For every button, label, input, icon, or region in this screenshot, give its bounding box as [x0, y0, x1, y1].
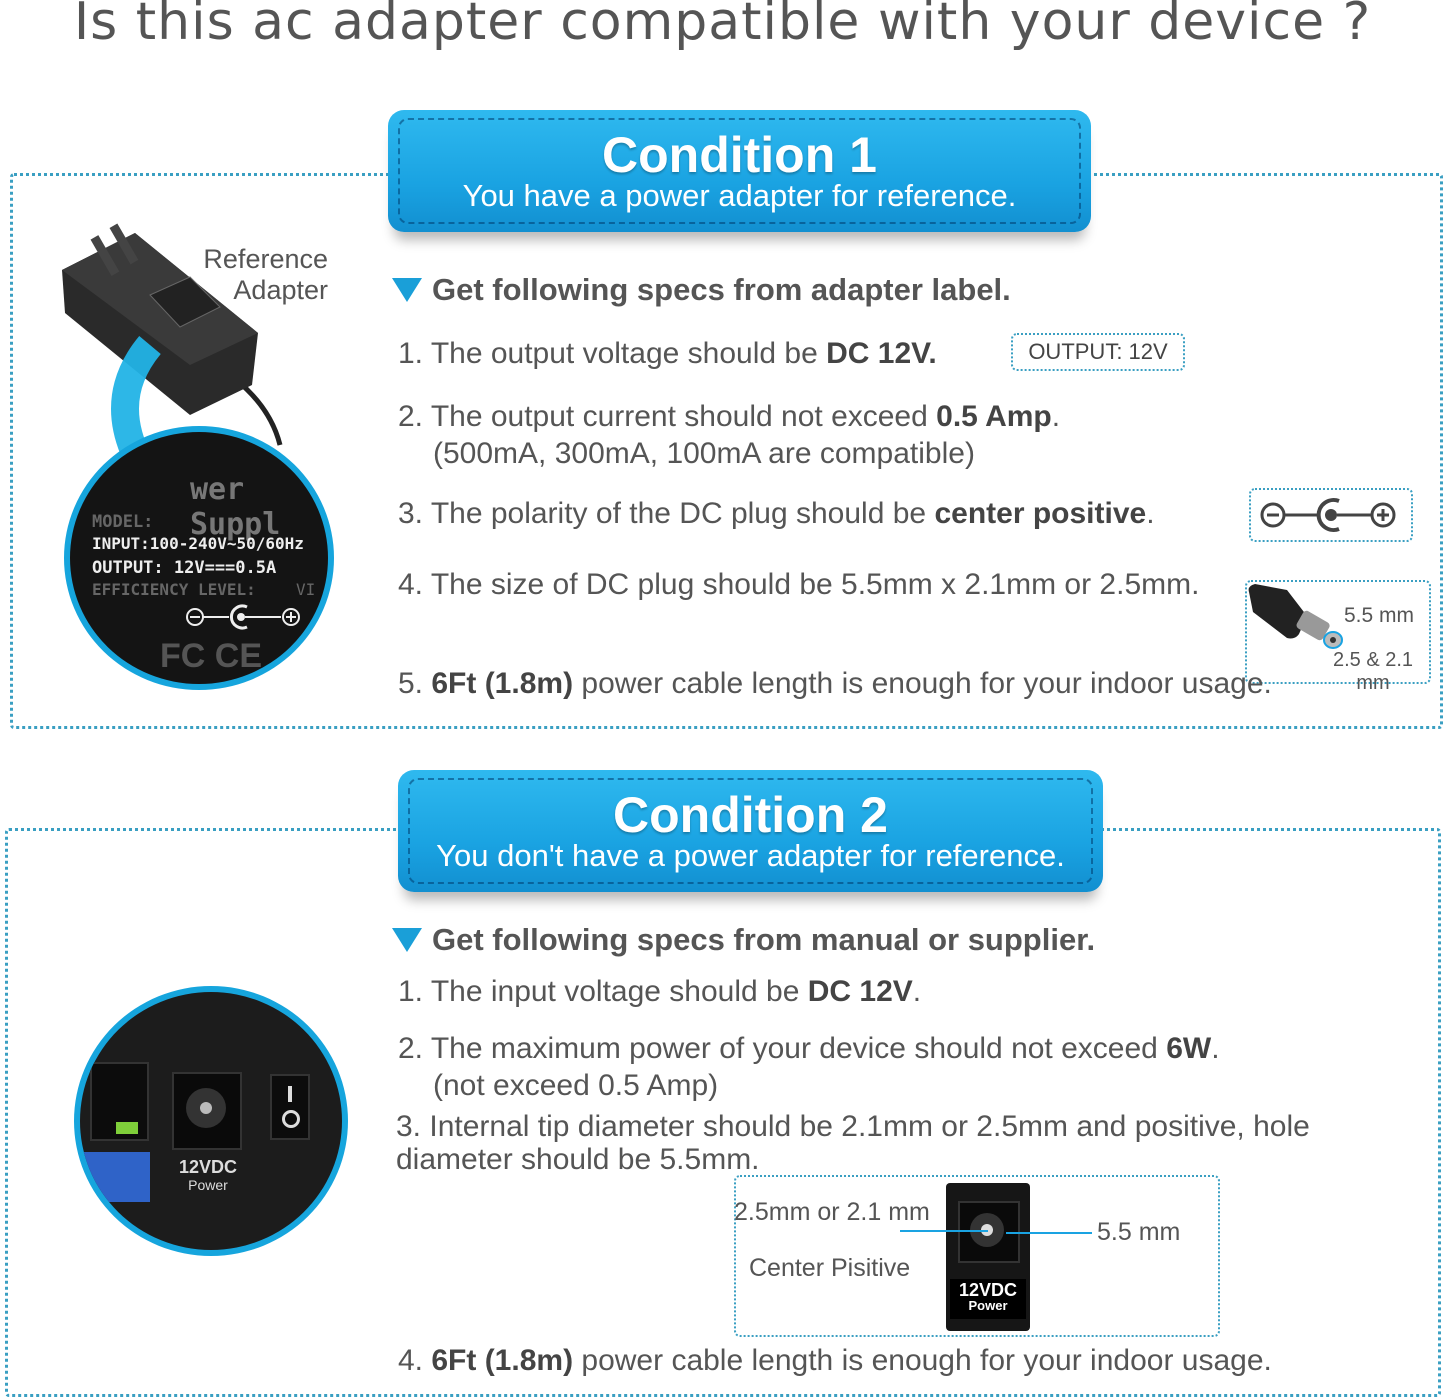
zoom-model: MODEL:	[92, 512, 154, 532]
page-title: Is this ac adapter compatible with your device ?	[73, 0, 1372, 52]
polarity-icon	[185, 602, 305, 632]
triangle-bullet-icon	[392, 928, 422, 952]
zoom-efficiency-level: VI	[296, 580, 316, 599]
condition2-subtitle: You don't have a power adapter for reference.	[436, 838, 1065, 873]
condition2-item-4: 4. 6Ft (1.8m) power cable length is enough for your indoor usage.	[398, 1344, 1272, 1377]
jack-outer-diameter: 5.5 mm	[1097, 1218, 1181, 1246]
jack-label-12vdc: 12VDC	[958, 1280, 1018, 1300]
condition1-banner	[388, 110, 1091, 232]
inner-pointer-line	[900, 1230, 988, 1232]
power-adapter-icon	[40, 215, 360, 455]
zoom-certs: FC CE	[160, 637, 262, 675]
condition2-heading: Get following specs from manual or supplier.	[392, 922, 1095, 958]
condition2-item-3-line1: 3. Internal tip diameter should be 2.1mm or 2.5mm and positive, hole	[396, 1110, 1310, 1143]
condition1-title: Condition 1	[602, 127, 877, 183]
blue-strip	[80, 1152, 150, 1202]
zoom-input: INPUT:100-240V~50/60Hz	[92, 534, 304, 553]
condition2-title: Condition 2	[613, 787, 888, 843]
condition2-item-2-note: (not exceed 0.5 Amp)	[433, 1069, 719, 1102]
condition1-item-2-note: (500mA, 300mA, 100mA are compatible)	[433, 437, 975, 470]
triangle-bullet-icon	[392, 278, 422, 302]
condition2-item-1: 1. The input voltage should be DC 12V.	[398, 975, 922, 1008]
device-port-circle	[74, 986, 348, 1256]
polarity-tag	[1249, 488, 1413, 542]
polarity-icon	[1259, 495, 1399, 535]
condition1-item-5: 5. 6Ft (1.8m) power cable length is enough for your indoor usage.	[398, 667, 1272, 700]
condition1-subtitle: You have a power adapter for reference.	[462, 178, 1017, 213]
label-zoom-circle	[64, 426, 334, 690]
power-switch	[270, 1074, 310, 1140]
jack-center-positive: Center Pisitive	[749, 1254, 911, 1282]
reference-label: Reference Adapter	[203, 244, 328, 305]
zoom-brand: wer Suppl	[190, 472, 281, 542]
output-voltage-tag: OUTPUT: 12V	[1011, 333, 1185, 371]
condition1-heading: Get following specs from adapter label.	[392, 272, 1011, 308]
condition2-item-2: 2. The maximum power of your device should not exceed 6W.	[398, 1032, 1220, 1065]
condition2-banner	[398, 770, 1103, 892]
zoom-output: OUTPUT: 12V===0.5A	[92, 558, 277, 578]
jack-inner-diameter: 2.5mm or 2.1 mm	[734, 1198, 930, 1226]
zoom-efficiency: EFFICIENCY LEVEL:	[92, 580, 256, 599]
condition1-item-2: 2. The output current should not exceed 0.5 Amp.	[398, 400, 1061, 433]
jack-label-power: Power	[968, 1298, 1008, 1313]
dc-plug-box	[1245, 580, 1431, 694]
condition1-item-1: 1. The output voltage should be DC 12V.	[398, 337, 937, 370]
dc-jack-icon	[172, 1072, 242, 1150]
dc-jack-icon	[946, 1183, 1030, 1331]
port-led	[116, 1122, 138, 1134]
condition1-item-3: 3. The polarity of the DC plug should be center positive.	[398, 497, 1155, 530]
plug-inner-diameter: 2.5 & 2.1 mm	[1332, 649, 1414, 694]
outer-pointer-line	[1006, 1232, 1092, 1234]
plug-outer-diameter: 5.5 mm	[1344, 604, 1415, 627]
device-power-label: 12VDC Power	[178, 1157, 238, 1193]
condition1-item-4: 4. The size of DC plug should be 5.5mm x 2.1mm or 2.5mm.	[398, 568, 1200, 601]
condition2-item-3-line2: diameter should be 5.5mm.	[396, 1143, 760, 1176]
